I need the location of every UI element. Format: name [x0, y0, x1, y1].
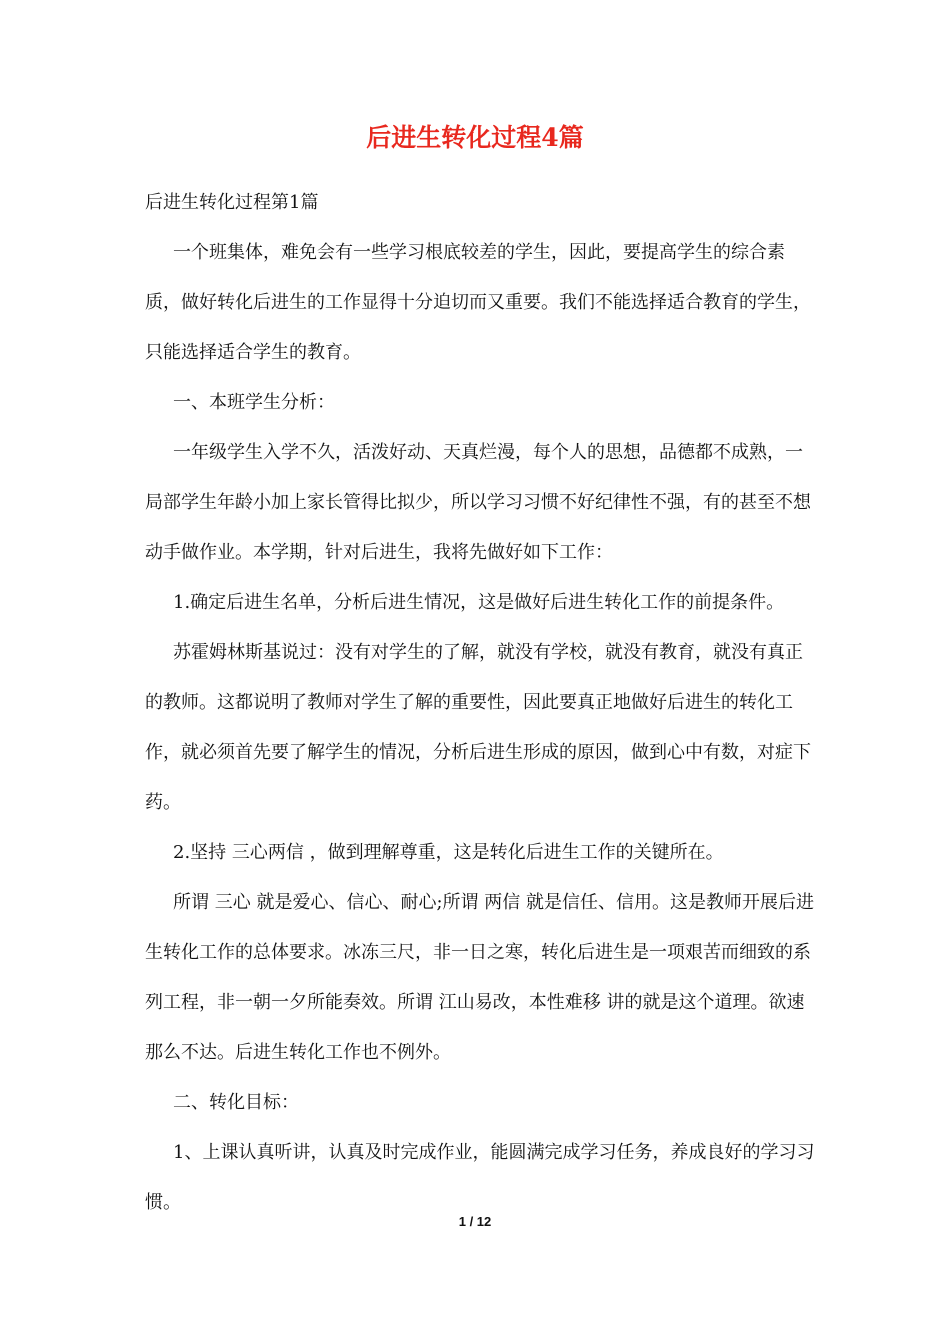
document-body: [145, 178, 817, 1228]
paragraph: 2.坚持 三心两信 ，做到理解尊重，这是转化后进生工作的关键所在。: [173, 842, 724, 863]
paragraph: 一个班集体，难免会有一些学习根底较差的学生，因此，要提高学生的综合素质，做好转化后进生的工作显得十分迫切而又重要。我们不能选择适合教育的学生，只能选择适合学生的教育。: [145, 242, 811, 363]
paragraph: 1.确定后进生名单，分析后进生情况，这是做好后进生转化工作的前提条件。: [173, 592, 785, 613]
paragraph: 1、上课认真听讲，认真及时完成作业，能圆满完成学习任务，养成良好的学习习惯。: [145, 1142, 815, 1213]
paragraph: 苏霍姆林斯基说过：没有对学生的了解，就没有学校，就没有教育，就没有真正的教师。这都说明了教师对学生了解的重要性，因此要真正地做好后进生的转化工作，就必须首先要了解学生的情况，分析后进生形成的原因，做到心中有数，对症下药。: [145, 642, 811, 813]
document-title: 后进生转化过程4篇: [366, 123, 584, 152]
paragraph: 二、转化目标：: [173, 1092, 299, 1113]
paragraph: 一年级学生入学不久，活泼好动、天真烂漫，每个人的思想，品德都不成熟，一局部学生年龄小加上家长管得比拟少，所以学习习惯不好纪律性不强，有的甚至不想动手做作业。本学期，针对后进生，我将先做好如下工作：: [145, 442, 811, 563]
page-indicator: 1 / 12: [458, 1214, 492, 1229]
paragraph: 一、本班学生分析：: [173, 392, 335, 413]
section-heading: 后进生转化过程第1篇: [145, 192, 319, 213]
paragraph: 所谓 三心 就是爱心、信心、耐心;所谓 两信 就是信任、信用。这是教师开展后进生转化工作的总体要求。冰冻三尺，非一日之寒，转化后进生是一项艰苦而细致的系列工程，非一朝一夕所能奏效。所谓 江山易改，本性难移 讲的就是这个道理。欲速那么不达。后进生转化工作也不例外。: [145, 892, 814, 1063]
